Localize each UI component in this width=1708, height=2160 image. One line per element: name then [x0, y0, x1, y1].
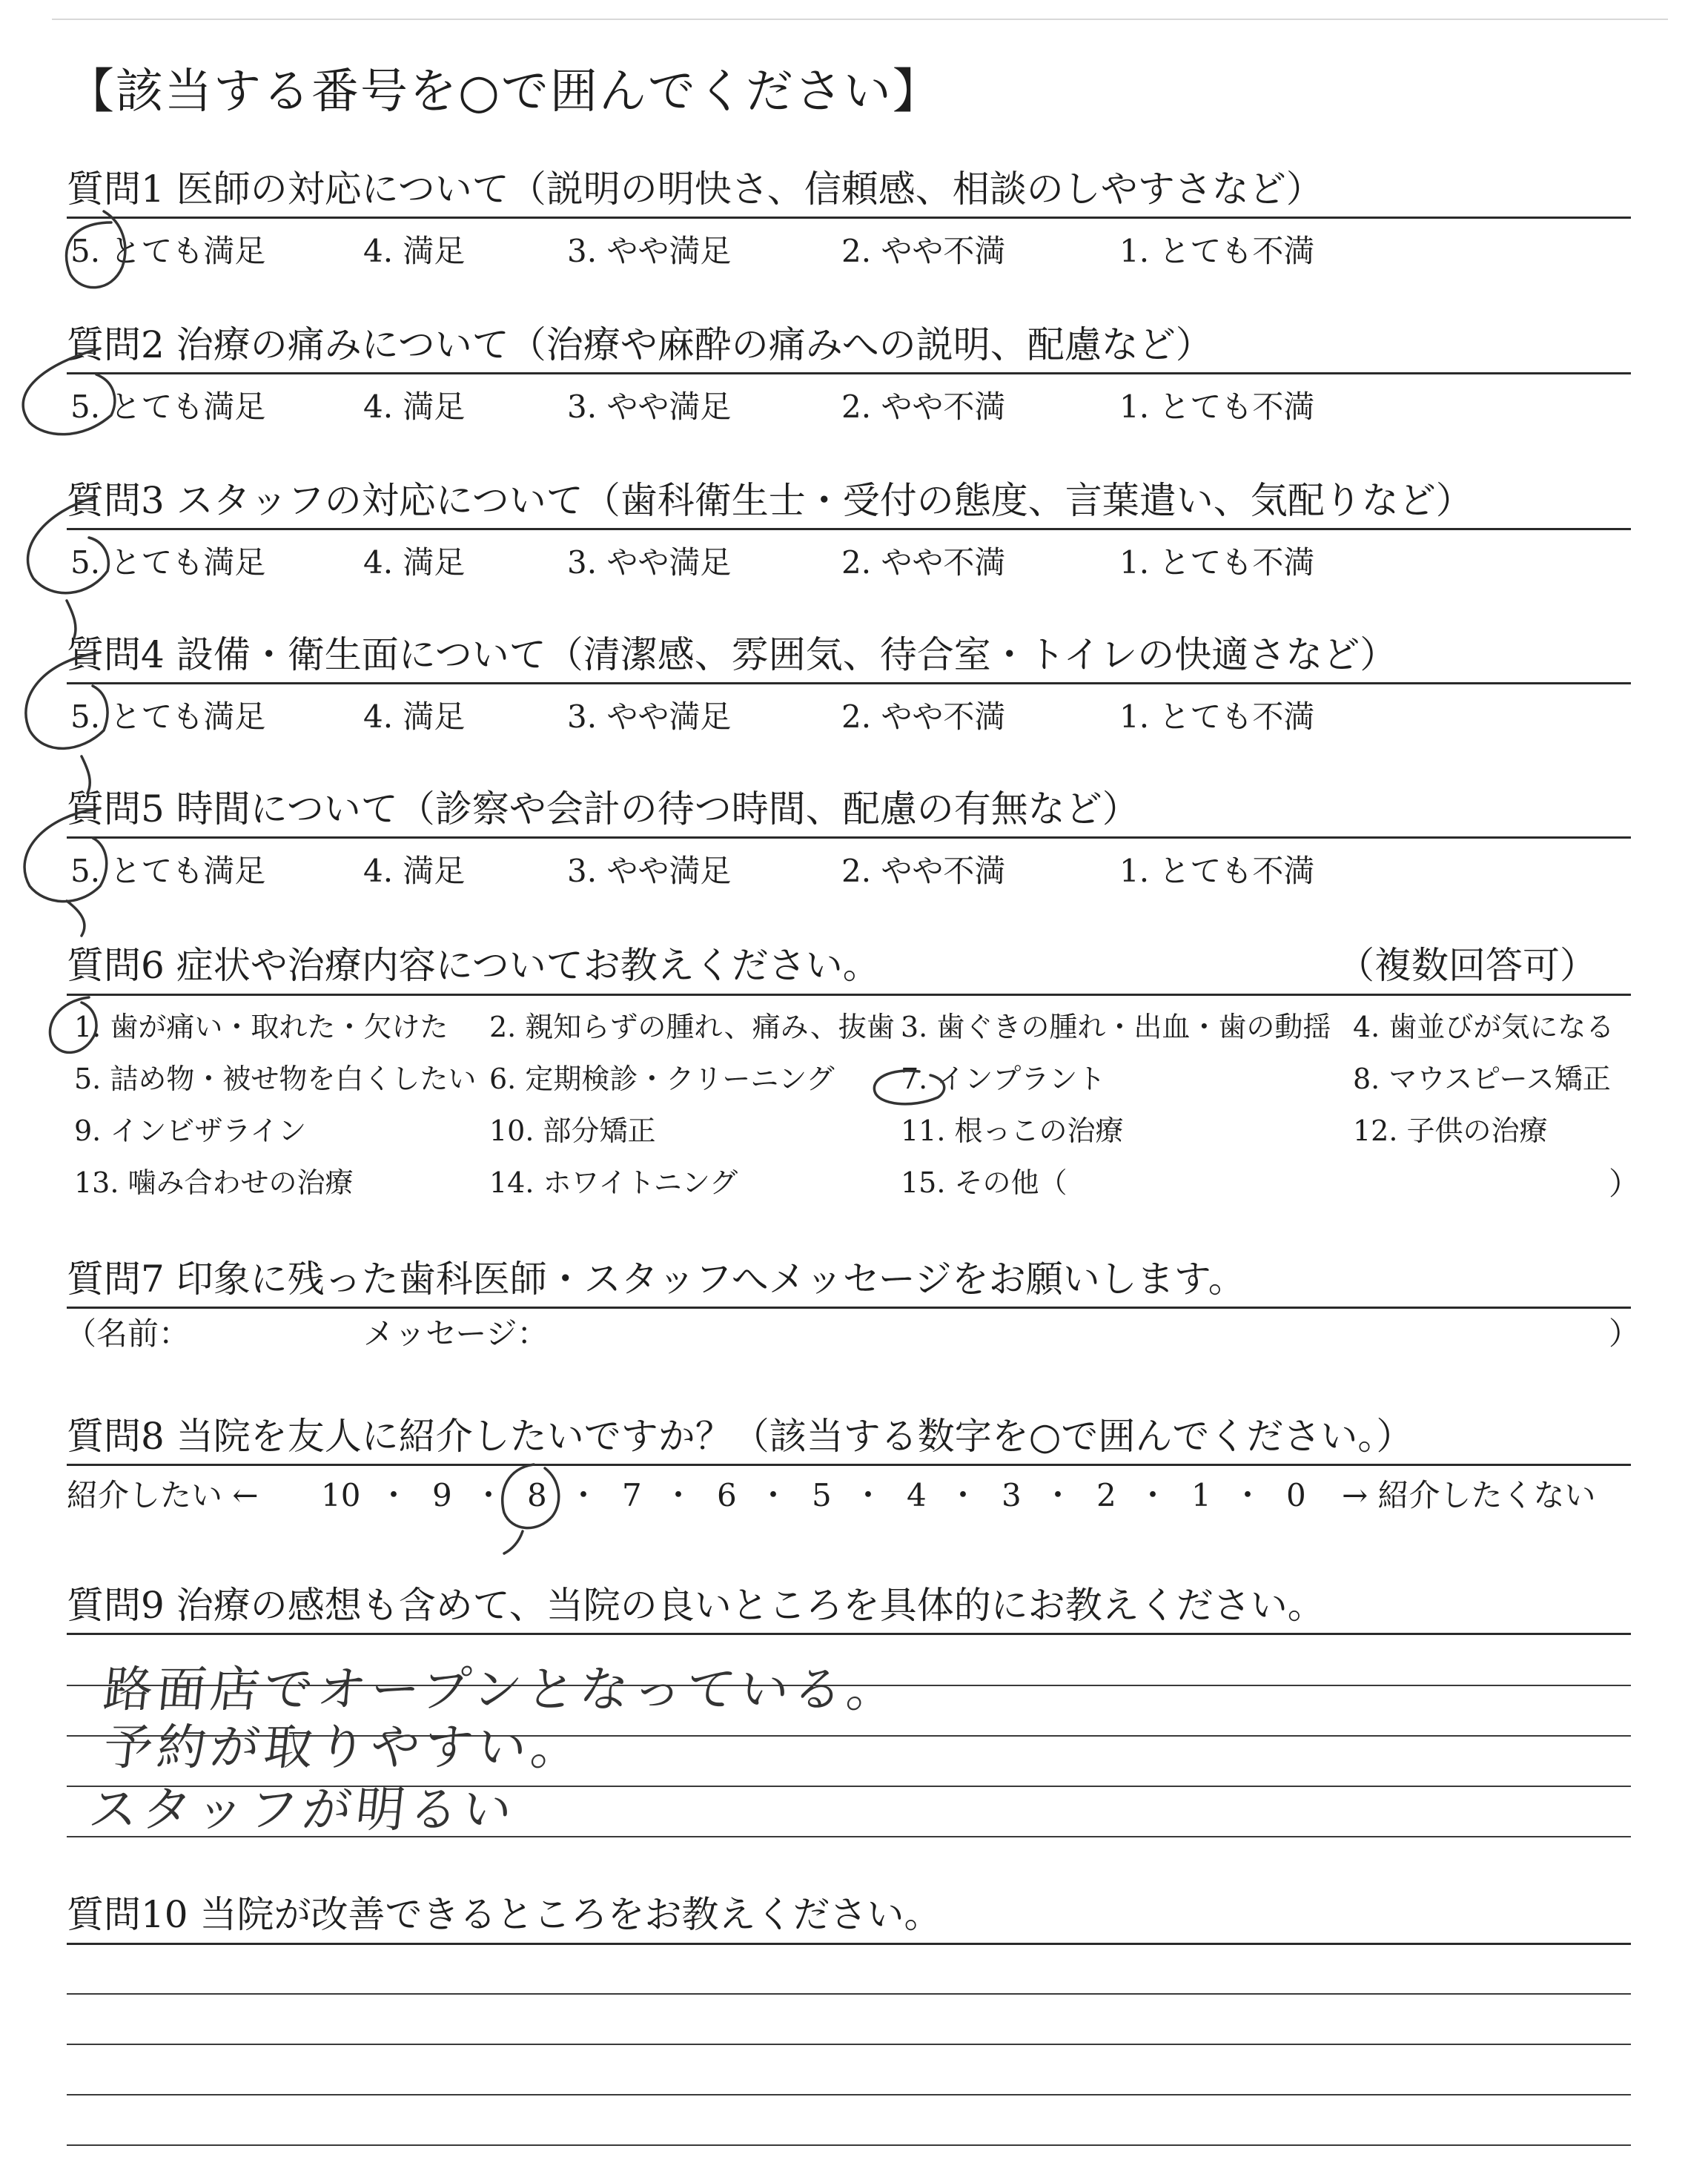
- question-7-title: 質問7 印象に残った歯科医師・スタッフへメッセージをお願いします。: [67, 1258, 1245, 1301]
- handwritten-answer-2: 予約が取りやすい。: [101, 1719, 588, 1776]
- top-border: [52, 19, 1668, 20]
- condition-1[interactable]: 1. 歯が痛い・取れた・欠けた: [74, 1011, 448, 1043]
- q2-option-1[interactable]: 1. とても不満: [1119, 389, 1315, 425]
- message-label: メッセージ：: [363, 1315, 549, 1352]
- handwritten-answer-3: スタッフが明るい: [86, 1781, 520, 1838]
- question-8-title: 質問8 当院を友人に紹介したいですか？（該当する数字を○で囲んでください。）: [67, 1415, 1414, 1458]
- question-8-rule: [67, 1464, 1631, 1466]
- condition-13[interactable]: 13. 噛み合わせの治療: [74, 1166, 354, 1199]
- answer-line: [67, 1993, 1631, 1995]
- condition-7[interactable]: 7. インプラント: [901, 1063, 1106, 1095]
- question-1-title: 質問1 医師の対応について（説明の明快さ、信頼感、相談のしやすさなど）: [67, 168, 1323, 211]
- scale-0[interactable]: 0: [1286, 1477, 1306, 1513]
- question-4-title: 質問4 設備・衛生面について（清潔感、雰囲気、待合室・トイレの快適さなど）: [67, 633, 1397, 676]
- question-7-rule: [67, 1307, 1631, 1309]
- question-6-title: 質問6 症状や治療内容についてお教えください。: [67, 944, 880, 987]
- condition-11[interactable]: 11. 根っこの治療: [901, 1114, 1124, 1147]
- condition-8[interactable]: 8. マウスピース矯正: [1353, 1063, 1611, 1095]
- handwritten-answer-1: 路面店でオープンとなっている。: [101, 1661, 904, 1718]
- recommend-left-label: 紹介したい ←: [67, 1477, 259, 1513]
- q4-option-5[interactable]: 5. とても満足: [70, 698, 266, 735]
- q4-option-2[interactable]: 2. やや不満: [841, 698, 1006, 735]
- condition-12[interactable]: 12. 子供の治療: [1353, 1114, 1548, 1147]
- q1-option-5[interactable]: 5. とても満足: [70, 233, 266, 269]
- q5-option-3[interactable]: 3. やや満足: [567, 853, 732, 889]
- question-10-title: 質問10 当院が改善できるところをお教えください。: [67, 1893, 941, 1936]
- question-9-title: 質問9 治療の感想も含めて、当院の良いところを具体的にお教えください。: [67, 1584, 1325, 1627]
- q3-option-1[interactable]: 1. とても不満: [1119, 544, 1315, 581]
- q3-option-2[interactable]: 2. やや不満: [841, 544, 1006, 581]
- q1-option-1[interactable]: 1. とても不満: [1119, 233, 1315, 269]
- scale-dot: ・: [1137, 1477, 1169, 1513]
- q5-option-1[interactable]: 1. とても不満: [1119, 853, 1315, 889]
- question-2-title: 質問2 治療の痛みについて（治療や麻酔の痛みへの説明、配慮など）: [67, 323, 1213, 366]
- question-5-rule: [67, 836, 1631, 839]
- q1-option-3[interactable]: 3. やや満足: [567, 233, 732, 269]
- condition-3[interactable]: 3. 歯ぐきの腫れ・出血・歯の動揺: [901, 1011, 1331, 1043]
- q4-option-4[interactable]: 4. 満足: [363, 698, 466, 735]
- name-label: （名前：: [65, 1315, 191, 1352]
- scale-dot: ・: [1232, 1477, 1264, 1513]
- scale-dot: ・: [947, 1477, 979, 1513]
- condition-2[interactable]: 2. 親知らずの腫れ、痛み、抜歯: [489, 1011, 895, 1043]
- scale-dot: ・: [663, 1477, 695, 1513]
- recommend-right-label: → 紹介したくない: [1342, 1477, 1596, 1513]
- q2-option-5[interactable]: 5. とても満足: [70, 389, 266, 425]
- scale-6[interactable]: 6: [717, 1477, 737, 1513]
- q3-option-4[interactable]: 4. 満足: [363, 544, 466, 581]
- scale-10[interactable]: 10: [321, 1477, 361, 1513]
- scale-2[interactable]: 2: [1096, 1477, 1116, 1513]
- q2-option-2[interactable]: 2. やや不満: [841, 389, 1006, 425]
- scale-3[interactable]: 3: [1002, 1477, 1022, 1513]
- question-4-rule: [67, 682, 1631, 684]
- scale-dot: ・: [473, 1477, 505, 1513]
- condition-14[interactable]: 14. ホワイトニング: [489, 1166, 738, 1199]
- q4-option-3[interactable]: 3. やや満足: [567, 698, 732, 735]
- question-3-title: 質問3 スタッフの対応について（歯科衛生士・受付の態度、言葉遣い、気配りなど）: [67, 479, 1473, 522]
- scale-1[interactable]: 1: [1191, 1477, 1211, 1513]
- q5-option-2[interactable]: 2. やや不満: [841, 853, 1006, 889]
- question-2-rule: [67, 372, 1631, 374]
- condition-10[interactable]: 10. 部分矯正: [489, 1114, 656, 1147]
- scale-dot: ・: [853, 1477, 884, 1513]
- condition-15[interactable]: 15. その他（: [901, 1166, 1068, 1199]
- condition-9[interactable]: 9. インビザライン: [74, 1114, 307, 1147]
- q2-option-3[interactable]: 3. やや満足: [567, 389, 732, 425]
- scale-4[interactable]: 4: [907, 1477, 927, 1513]
- q3-option-5[interactable]: 5. とても満足: [70, 544, 266, 581]
- scale-dot: ・: [758, 1477, 790, 1513]
- scale-dot: ・: [378, 1477, 410, 1513]
- answer-line: [67, 2044, 1631, 2045]
- scale-dot: ・: [568, 1477, 600, 1513]
- message-closing-paren: ）: [1609, 1315, 1641, 1352]
- q1-option-4[interactable]: 4. 満足: [363, 233, 466, 269]
- question-10-rule: [67, 1943, 1631, 1945]
- condition-15-closing-paren: ）: [1609, 1166, 1641, 1202]
- condition-4[interactable]: 4. 歯並びが気になる: [1353, 1011, 1615, 1043]
- scale-9[interactable]: 9: [432, 1477, 452, 1513]
- scale-5[interactable]: 5: [812, 1477, 832, 1513]
- question-9-rule: [67, 1633, 1631, 1635]
- question-1-rule: [67, 217, 1631, 219]
- condition-6[interactable]: 6. 定期検診・クリーニング: [489, 1063, 835, 1095]
- answer-line: [67, 2144, 1631, 2146]
- question-6-rule: [67, 994, 1631, 996]
- q5-option-5[interactable]: 5. とても満足: [70, 853, 266, 889]
- q2-option-4[interactable]: 4. 満足: [363, 389, 466, 425]
- q1-option-2[interactable]: 2. やや不満: [841, 233, 1006, 269]
- scale-8[interactable]: 8: [527, 1477, 547, 1513]
- q4-option-1[interactable]: 1. とても不満: [1119, 698, 1315, 735]
- condition-5[interactable]: 5. 詰め物・被せ物を白くしたい: [74, 1063, 477, 1095]
- answer-line: [67, 2094, 1631, 2095]
- scale-7[interactable]: 7: [622, 1477, 642, 1513]
- scale-dot: ・: [1042, 1477, 1074, 1513]
- q3-option-3[interactable]: 3. やや満足: [567, 544, 732, 581]
- q5-option-4[interactable]: 4. 満足: [363, 853, 466, 889]
- question-3-rule: [67, 528, 1631, 530]
- multiple-answers-note: （複数回答可）: [1337, 944, 1597, 987]
- instruction-heading: 【該当する番号を○で囲んでください】: [67, 65, 941, 119]
- question-5-title: 質問5 時間について（診察や会計の待つ時間、配慮の有無など）: [67, 787, 1139, 830]
